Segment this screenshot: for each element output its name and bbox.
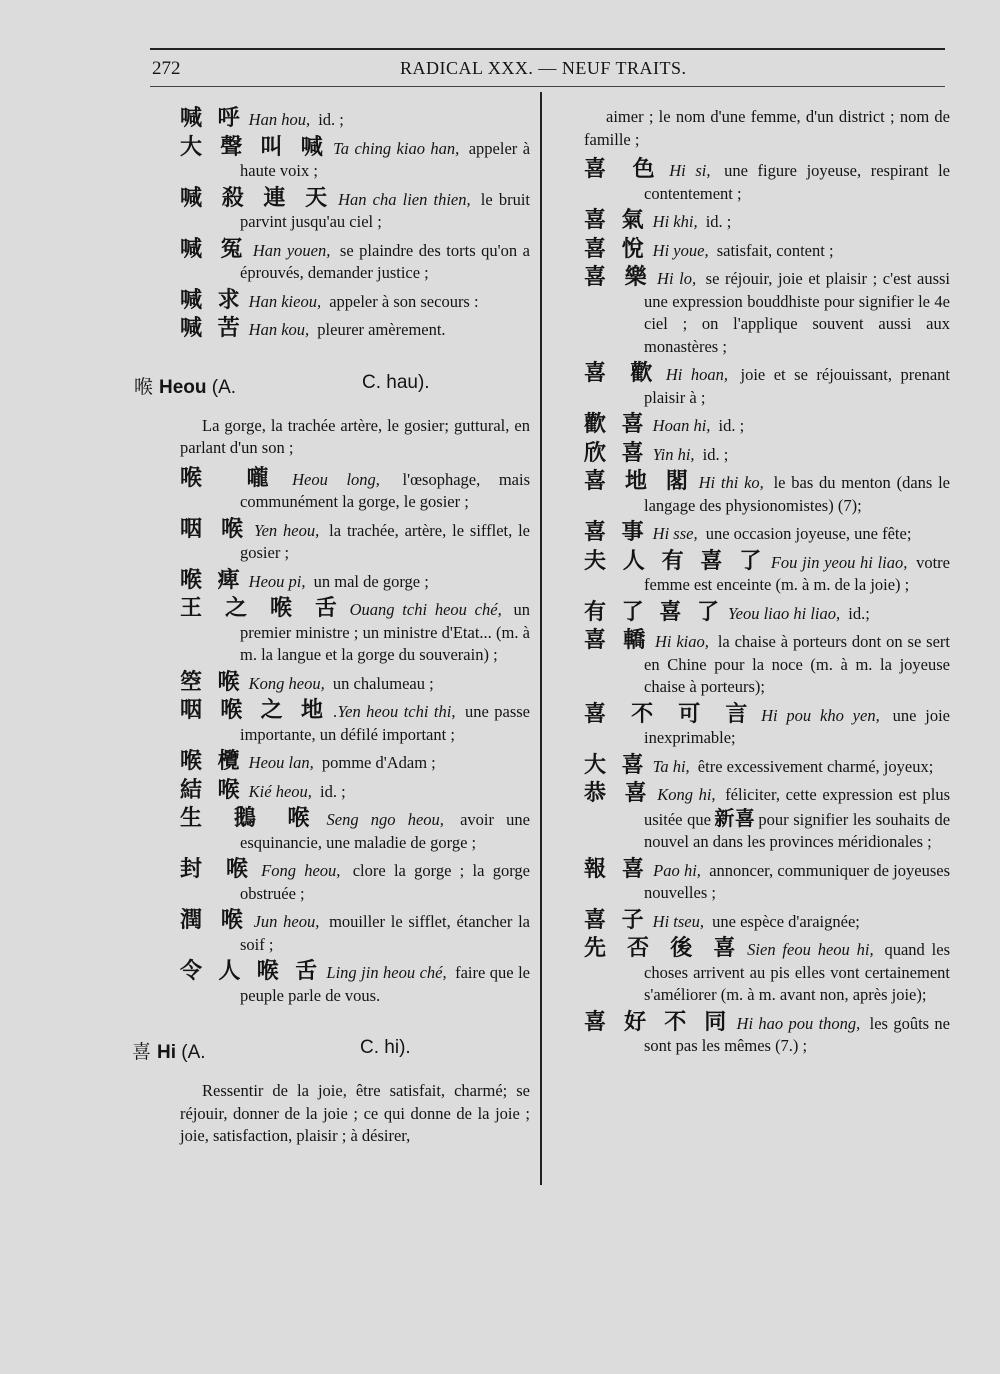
romanization: Ta ching kiao han,	[333, 138, 460, 158]
chinese-headword: 箜 喉	[180, 669, 244, 695]
dictionary-entry	[584, 599, 950, 626]
chinese-headword: 喊 呼	[180, 106, 244, 131]
romanization: Pao hi,	[653, 860, 701, 880]
definition: un mal de gorge ;	[313, 571, 429, 591]
character-definition: La gorge, la trachée artère, le gosier; guttural, en parlant d'un son ;	[180, 415, 530, 457]
definition: les goûts ne sont pas les mêmes (7.) ;	[644, 1013, 950, 1055]
header-rule-lower	[150, 86, 945, 87]
definition: id. ;	[718, 416, 745, 435]
romanization: Heou long,	[292, 469, 380, 489]
romanization: Hi pou kho yen,	[761, 705, 880, 725]
dictionary-entry	[180, 185, 531, 234]
definition: faire que le peuple parle de vous.	[240, 963, 531, 1005]
right-column	[584, 106, 950, 1063]
dictionary-entry	[584, 907, 950, 934]
dictionary-entry	[584, 440, 950, 467]
definition: id. ;	[318, 110, 344, 129]
dictionary-entry	[180, 134, 531, 183]
definition: se réjouir, joie et plaisir ; c'est aussi une expression bouddhiste pour signifier le 4e ciel ; on l'applique souvent aussi aux monastères ;	[644, 269, 950, 356]
definition: se plaindre des torts qu'on a éprouvés, demander justice ;	[240, 240, 530, 282]
chinese-headword: 喊 求	[180, 287, 244, 313]
romanization: Kong hi,	[657, 785, 716, 804]
definition-continuation: aimer ; le nom d'une femme, d'un district ; nom de famille ;	[584, 107, 950, 149]
dictionary-entry	[584, 471, 950, 517]
definition: la trachée, artère, le sifflet, le gosier ;	[240, 520, 531, 562]
romanization: Hi lo,	[657, 269, 697, 288]
heading-cantonese: C. hau).	[362, 371, 430, 393]
heading-character: 喉	[134, 375, 154, 398]
chinese-headword: 喜 子	[584, 907, 648, 933]
chinese-headword: 王 之 喉 舌	[180, 596, 345, 621]
chinese-headword: 大 喜	[584, 752, 648, 778]
chinese-headword: 喜 好 不 同	[584, 1009, 732, 1035]
chinese-headword: 歡 喜	[584, 412, 648, 437]
dictionary-entry	[584, 701, 950, 750]
definition: la chaise à porteurs dont on se sert en Chine pour la noce (m. à m. la joyeuse chaise à porteurs);	[644, 632, 950, 696]
dictionary-entry	[584, 783, 950, 854]
dictionary-entry	[180, 777, 530, 804]
definition: id. ;	[320, 781, 346, 801]
definition: quand les choses arrivent au pis elles vont certainement s'améliorer (m. à m. avant non, après joie);	[644, 940, 951, 1004]
chinese-headword: 喜 不 可 言	[584, 701, 757, 727]
definition: l'œsophage, mais communément la gorge, le gosier ;	[240, 469, 530, 511]
definition: une espèce d'araignée;	[712, 911, 860, 931]
dictionary-entry	[584, 210, 950, 234]
definition: un chalumeau ;	[332, 673, 434, 693]
definition: mouiller le sifflet, étancher la soif ;	[240, 912, 530, 954]
dictionary-entry	[180, 598, 530, 667]
dictionary-entry	[180, 108, 530, 132]
definition: une passe importante, un défilé important ;	[240, 702, 530, 744]
definition: une occasion joyeuse, une fête;	[705, 524, 912, 543]
romanization: Han hou,	[248, 110, 311, 129]
definition: un premier ministre ; un ministre d'Etat... (m. à m. la langue et la gorge du souverain) ;	[240, 600, 530, 664]
definition: pleurer amèrement.	[317, 320, 446, 339]
dictionary-entry	[584, 414, 950, 438]
romanization: Fou jin yeou hi liao,	[770, 552, 908, 572]
dictionary-entry	[180, 859, 530, 905]
dictionary-entry	[584, 522, 950, 546]
romanization: Sien feou heou hi,	[747, 940, 874, 959]
dictionary-entry	[180, 318, 530, 342]
romanization: Han cha lien thien,	[338, 189, 471, 209]
romanization: Fong heou,	[261, 861, 341, 880]
romanization: Kong heou,	[248, 673, 325, 693]
definition: satisfait, content ;	[716, 240, 834, 260]
chinese-headword: 喜 色	[584, 157, 665, 182]
chinese-headword: 喜 樂	[584, 265, 653, 290]
chinese-headword: 恭 喜	[584, 781, 653, 806]
chinese-headword: 喉 嚨	[180, 465, 288, 491]
definition: pomme d'Adam ;	[321, 753, 436, 772]
character-heading-hi	[132, 1037, 530, 1064]
romanization: Hi hoan,	[665, 365, 728, 384]
romanization: Ta hi,	[652, 756, 690, 776]
definition: appeler à son secours :	[329, 291, 479, 311]
dictionary-entry	[180, 669, 530, 696]
dictionary-entry	[584, 630, 950, 699]
dictionary-entry	[584, 1009, 950, 1058]
definition: une figure joyeuse, respirant le contentement ;	[644, 161, 950, 203]
dictionary-entry	[180, 287, 530, 314]
chinese-headword: 咽 喉	[180, 516, 249, 542]
definition: féliciter, cette expression est plus usitée que	[644, 785, 951, 829]
romanization: Heou lan,	[248, 753, 314, 772]
chinese-headword: 報 喜	[584, 856, 649, 882]
chinese-headword: 喊 苦	[180, 316, 244, 341]
definition: appeler à haute voix ;	[240, 138, 531, 180]
header-rule	[150, 48, 945, 50]
heading-cantonese: C. hi).	[360, 1037, 411, 1058]
chinese-headword: 喊 殺 連 天	[180, 185, 334, 211]
definition: joie et se réjouissant, prenant plaisir à ;	[644, 365, 951, 407]
chinese-headword: 欣 喜	[584, 440, 648, 466]
inline-chinese-term: 新喜	[713, 805, 756, 830]
romanization: Hi kiao,	[654, 632, 709, 651]
dictionary-entry	[584, 363, 950, 409]
definition: clore la gorge ; la gorge obstruée ;	[240, 861, 530, 903]
definition: avoir une esquinancie, une maladie de gorge ;	[240, 810, 530, 852]
romanization: Han youen,	[252, 240, 331, 260]
romanization: Kié heou,	[248, 781, 312, 801]
definition: id. ;	[705, 212, 732, 231]
romanization: Hi khi,	[652, 212, 698, 231]
chinese-headword: 咽 喉 之 地	[180, 698, 329, 723]
page-number: 272	[152, 58, 181, 79]
romanization: Heou pi,	[248, 571, 306, 591]
chinese-headword: 喜 轎	[584, 628, 650, 653]
column-divider	[540, 92, 542, 1185]
heading-romanization: Heou	[159, 376, 207, 398]
dictionary-entry	[584, 267, 950, 358]
dictionary-entry	[180, 516, 531, 565]
chinese-headword: 生 鵝 喉	[180, 806, 322, 831]
heading-annamite: (A.	[181, 1042, 206, 1063]
romanization: Han kieou,	[248, 291, 322, 311]
character-heading-heou	[134, 372, 530, 399]
chinese-headword: 喜 歡	[584, 361, 661, 386]
chinese-headword: 大 聲 叫 喊	[180, 134, 329, 160]
definition-continued: pour signifier les souhaits de nouvel an dans les provinces méridionales ;	[644, 809, 951, 851]
chinese-headword: 喉 痺	[180, 567, 244, 593]
definition: le bruit parvint jusqu'au ciel ;	[240, 189, 531, 231]
heading-annamite: (A.	[211, 376, 237, 398]
chinese-headword: 喉 欖	[180, 749, 244, 774]
romanization: Ling jin heou ché,	[326, 963, 447, 982]
definition: une joie inexprimable;	[644, 705, 950, 747]
character-definition: Ressentir de la joie, être satisfait, charmé; se réjouir, donner de la joie ; ce qui donne de la joie ; joie, satisfaction, plaisir ; à désirer,	[180, 1081, 530, 1145]
romanization: Hi si,	[669, 161, 711, 180]
chinese-headword: 喊 冤	[180, 236, 248, 262]
romanization: Hi hao pou thong,	[736, 1013, 861, 1033]
definition: votre femme est enceinte (m. à m. de la joie) ;	[644, 552, 950, 594]
chinese-headword: 結 喉	[180, 777, 244, 803]
romanization: Hi thi ko,	[698, 473, 764, 492]
romanization: Hi youe,	[652, 240, 709, 260]
dictionary-entry	[584, 856, 950, 905]
romanization: Seng ngo heou,	[326, 810, 444, 829]
chinese-headword: 喜 氣	[584, 208, 648, 233]
chinese-headword: 喜 事	[584, 520, 648, 545]
romanization: Yin hi,	[652, 444, 695, 464]
entries-heou	[180, 465, 531, 1008]
dictionary-entry	[180, 961, 530, 1007]
heading-romanization: Hi	[157, 1042, 177, 1063]
dictionary-entry	[180, 751, 530, 775]
chinese-headword: 封 喉	[180, 857, 257, 882]
definition: id. ;	[702, 444, 729, 464]
entries-han	[180, 108, 530, 342]
romanization: Hi sse,	[652, 524, 698, 543]
dictionary-entry	[584, 938, 950, 1007]
dictionary-entry	[584, 236, 950, 263]
romanization: Jun heou,	[253, 912, 320, 931]
romanization: Yen heou,	[253, 520, 320, 540]
romanization: Han kou,	[248, 320, 310, 339]
dictionary-entry	[584, 752, 950, 779]
heading-character: 喜	[132, 1041, 152, 1063]
dictionary-entry	[180, 910, 530, 956]
romanization: Hi tseu,	[652, 911, 705, 931]
romanization: Yeou liao hi liao,	[727, 603, 841, 623]
chinese-headword: 先 否 後 喜	[584, 936, 743, 961]
romanization: Hoan hi,	[652, 416, 711, 435]
definition: le bas du menton (dans le langage des physionomistes) (7);	[644, 473, 950, 515]
chinese-headword: 有 了 喜 了	[584, 599, 723, 625]
definition: id.;	[848, 603, 870, 623]
left-column	[132, 106, 531, 1156]
definition: annoncer, communiquer de joyeuses nouvelles ;	[644, 860, 950, 902]
dictionary-entry	[584, 548, 950, 597]
romanization: .Yen heou tchi thi,	[333, 702, 456, 721]
chinese-headword: 夫 人 有 喜 了	[584, 548, 766, 574]
dictionary-entry	[180, 465, 530, 514]
chinese-headword: 潤 喉	[180, 908, 249, 933]
dictionary-entry	[584, 159, 950, 205]
running-title: RADICAL XXX. — NEUF TRAITS.	[400, 58, 687, 78]
dictionary-entry	[180, 567, 530, 594]
chinese-headword: 令 人 喉 舌	[180, 959, 322, 984]
romanization: Ouang tchi heou ché,	[349, 600, 502, 619]
dictionary-entry	[180, 808, 530, 854]
dictionary-entry	[180, 236, 530, 285]
dictionary-entry	[180, 700, 530, 746]
chinese-headword: 喜 悅	[584, 236, 648, 262]
chinese-headword: 喜 地 閣	[584, 469, 694, 494]
definition: être excessivement charmé, joyeux;	[697, 756, 934, 776]
